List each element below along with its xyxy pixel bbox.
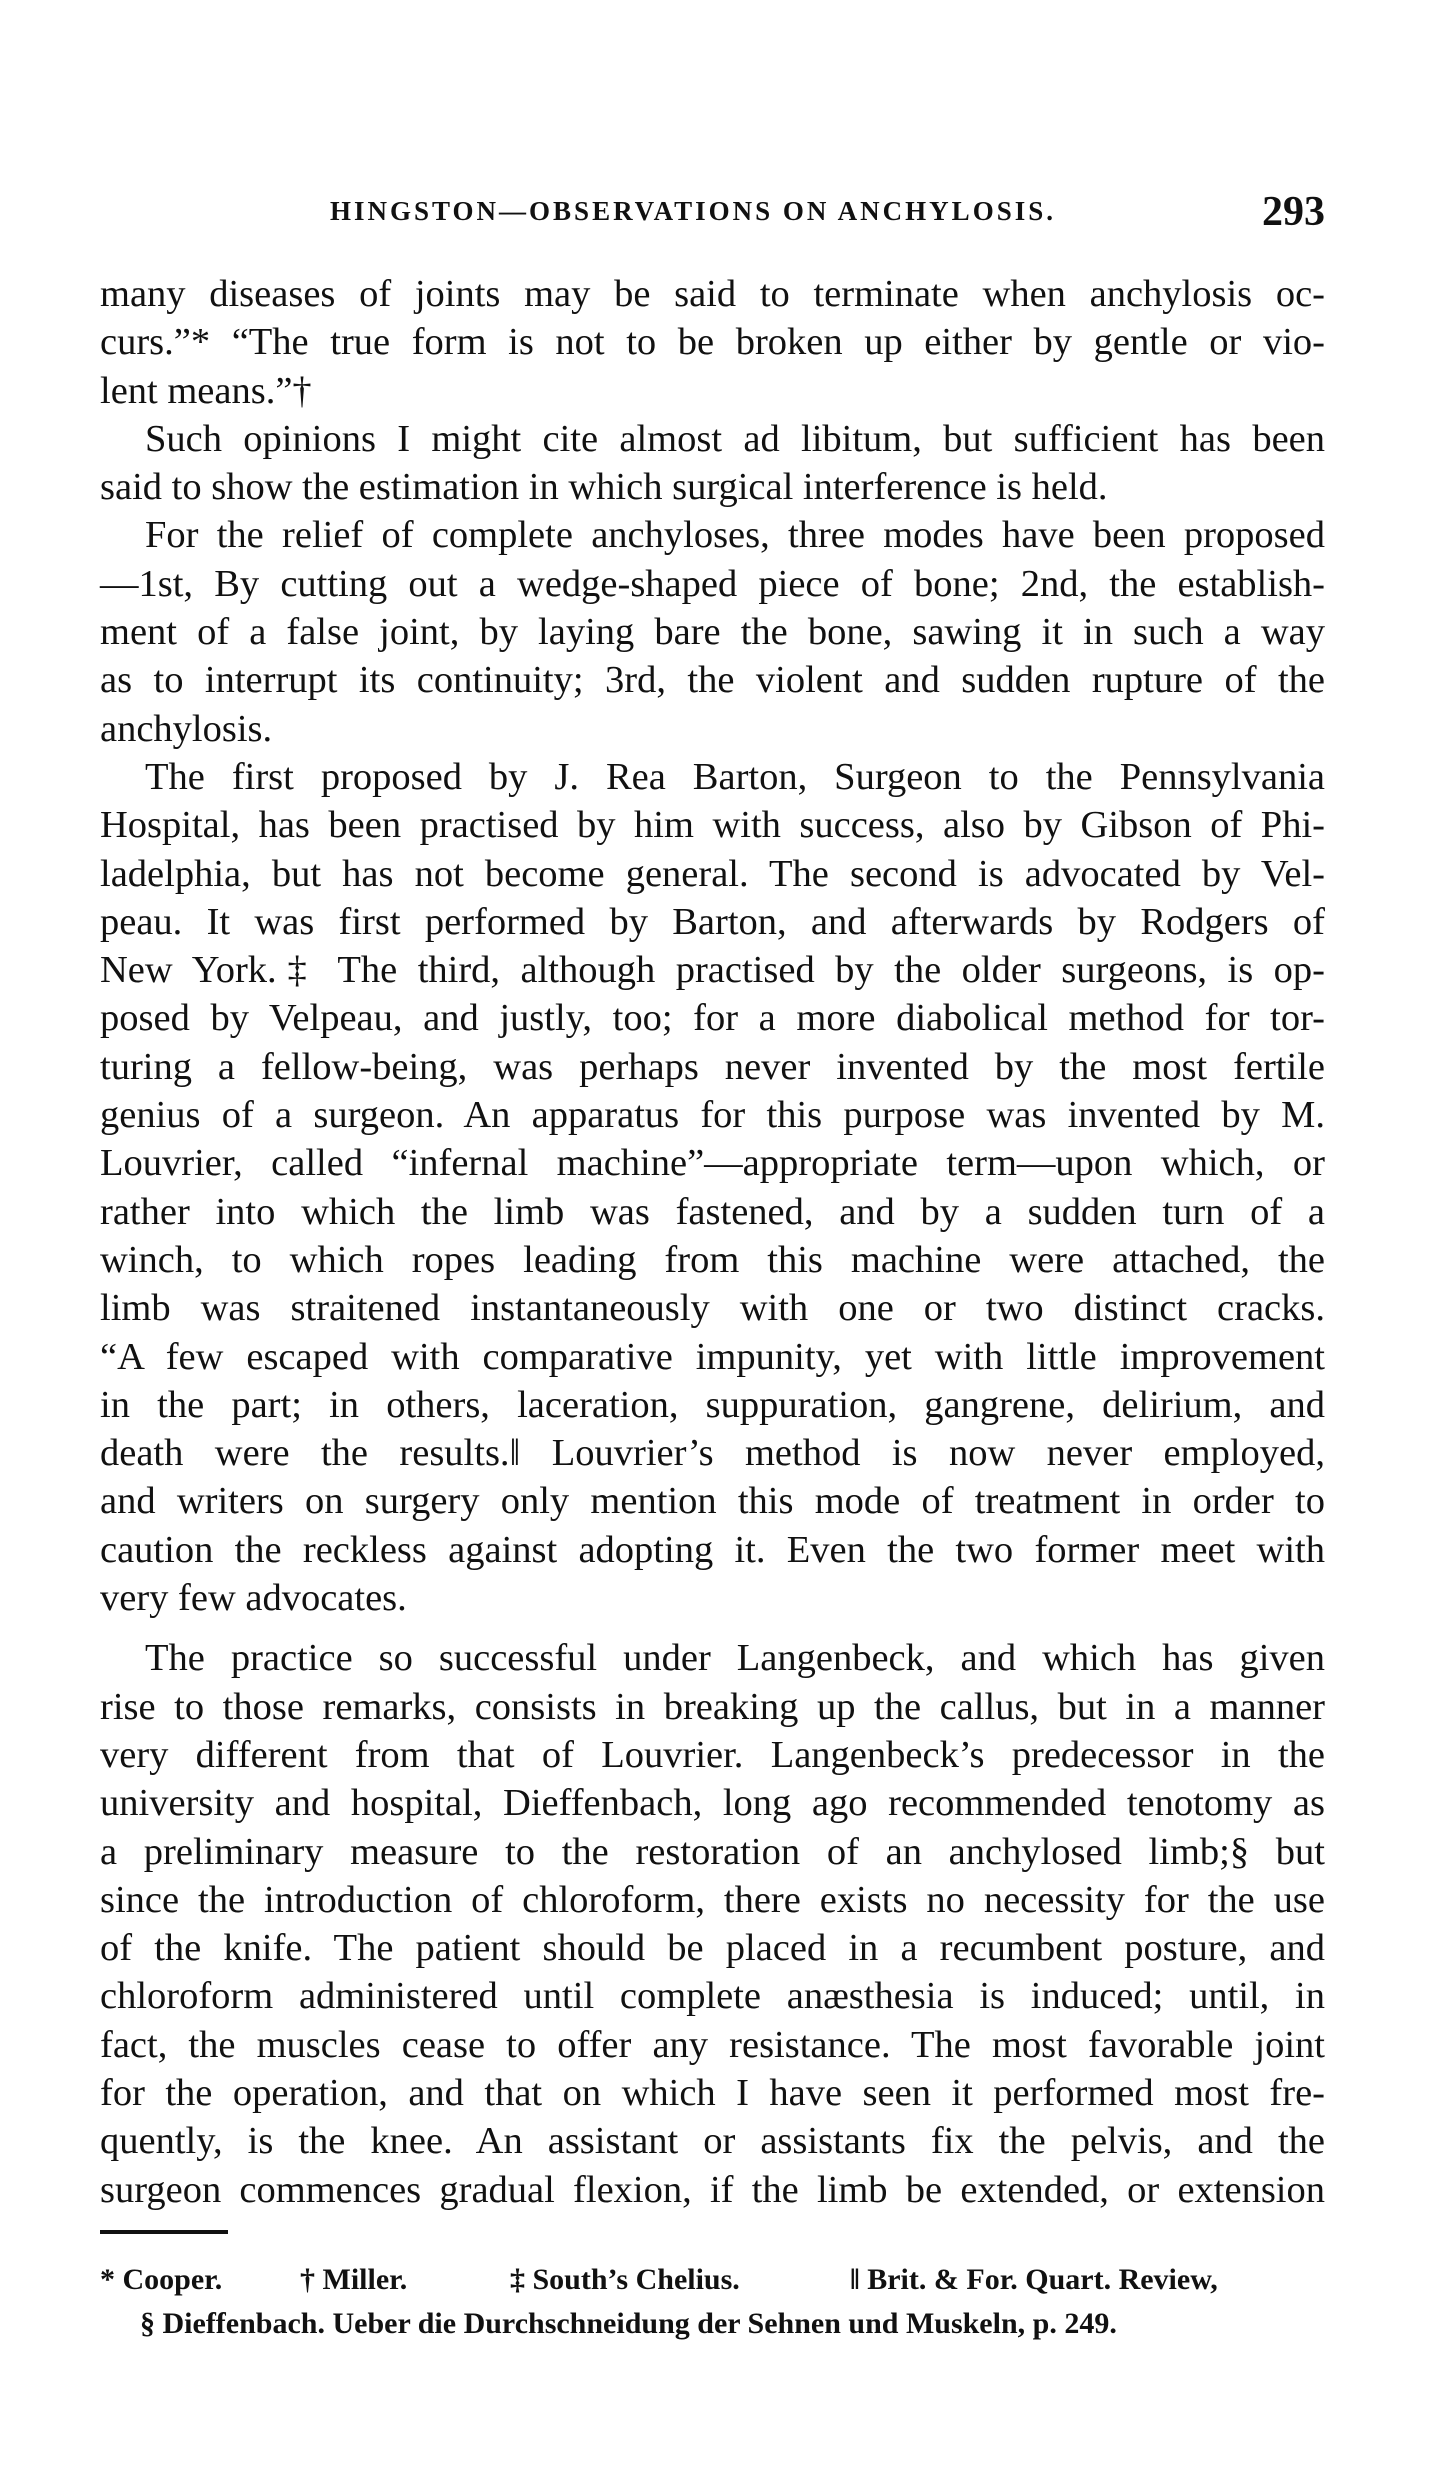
text-line: chloroform administered until complete anæsthesia is induced; until, in	[100, 1975, 1325, 2018]
text-line: genius of a surgeon. An apparatus for this purpose was invented by M.	[100, 1094, 1325, 1137]
text-line: curs.”* “The true form is not to be broken up either by gentle or vio-	[100, 321, 1325, 364]
footnote-row	[100, 2260, 1325, 2304]
text-line: quently, is the knee. An assistant or assistants fix the pelvis, and the	[100, 2120, 1325, 2163]
text-line: winch, to which ropes leading from this machine were attached, the	[100, 1238, 1325, 1281]
text-line: Such opinions I might cite almost ad libitum, but sufficient has been	[145, 417, 1325, 460]
text-line: caution the reckless against adopting it. Even the two former meet with	[100, 1528, 1325, 1571]
footnote-row	[100, 2304, 1325, 2348]
text-line: for the operation, and that on which I have seen it performed most fre-	[100, 2071, 1325, 2114]
text-line: lent means.”†	[100, 369, 312, 412]
text-line: in the part; in others, laceration, suppuration, gangrene, delirium, and	[100, 1383, 1325, 1426]
text-line: rise to those remarks, consists in breaking up the callus, but in a manner	[100, 1685, 1325, 1728]
text-line: rather into which the limb was fastened, and by a sudden turn of a	[100, 1190, 1325, 1233]
text-line: “A few escaped with comparative impunity, yet with little improvement	[100, 1335, 1325, 1378]
footnote-miller: † Miller.	[300, 2263, 408, 2296]
page-header	[100, 188, 1325, 238]
text-line: turing a fellow-being, was perhaps never invented by the most fertile	[100, 1045, 1325, 1088]
text-line: anchylosis.	[100, 707, 273, 750]
text-line: death were the results.‖ Louvrier’s method is now never employed,	[100, 1432, 1325, 1475]
text-line: university and hospital, Dieffenbach, long ago recommended tenotomy as	[100, 1782, 1325, 1825]
text-line: very few advocates.	[100, 1577, 407, 1620]
text-line: posed by Velpeau, and justly, too; for a more diabolical method for tor-	[100, 997, 1325, 1040]
text-line: many diseases of joints may be said to terminate when anchylosis oc-	[100, 273, 1325, 315]
text-line: surgeon commences gradual flexion, if the limb be extended, or extension	[100, 2168, 1325, 2211]
text-line: For the relief of complete anchyloses, three modes have been proposed	[145, 514, 1325, 557]
running-head: HINGSTON—OBSERVATIONS ON ANCHYLOSIS.	[330, 196, 1056, 226]
text-line: New York.‡ The third, although practised by the older surgeons, is op-	[100, 949, 1325, 992]
text-line: peau. It was first performed by Barton, and afterwards by Rodgers of	[100, 900, 1325, 943]
footnote-south: ‡ South’s Chelius.	[510, 2263, 740, 2296]
text-line: limb was straitened instantaneously with one or two distinct cracks.	[100, 1287, 1325, 1330]
footnote-dieffenbach: § Dieffenbach. Ueber die Durchschneidung der Sehnen und Muskeln, p. 249.	[140, 2307, 1117, 2340]
text-line: The practice so successful under Langenbeck, and which has given	[145, 1637, 1325, 1680]
text-line: Louvrier, called “infernal machine”—appropriate term—upon which, or	[100, 1142, 1325, 1185]
footnote-cooper: * Cooper.	[100, 2263, 223, 2296]
text-line: as to interrupt its continuity; 3rd, the violent and sudden rupture of the	[100, 659, 1325, 702]
text-line: —1st, By cutting out a wedge-shaped piece of bone; 2nd, the establish-	[100, 562, 1325, 605]
footnotes	[100, 2260, 1325, 2348]
text-line: ment of a false joint, by laying bare the bone, sawing it in such a way	[100, 611, 1325, 654]
footnote-review: ‖ Brit. & For. Quart. Review,	[850, 2263, 1218, 2296]
text-line: ladelphia, but has not become general. The second is advocated by Vel-	[100, 852, 1325, 895]
body-text	[100, 270, 1325, 2214]
text-line: Hospital, has been practised by him with success, also by Gibson of Phi-	[100, 804, 1325, 847]
footnote-divider	[100, 2230, 228, 2234]
text-line: since the introduction of chloroform, there exists no necessity for the use	[100, 1878, 1325, 1921]
paragraph-2	[100, 415, 1325, 512]
paragraph-1	[100, 270, 1325, 415]
paragraph-4	[100, 753, 1325, 1622]
text-line: said to show the estimation in which surgical interference is held.	[100, 466, 1108, 509]
paragraph-3	[100, 511, 1325, 752]
text-line: and writers on surgery only mention this mode of treatment in order to	[100, 1480, 1325, 1523]
text-line: a preliminary measure to the restoration of an anchylosed limb;§ but	[100, 1830, 1325, 1873]
paragraph-5	[100, 1634, 1325, 2214]
text-line: of the knife. The patient should be placed in a recumbent posture, and	[100, 1927, 1325, 1970]
text-line: fact, the muscles cease to offer any resistance. The most favorable joint	[100, 2023, 1325, 2066]
page-number: 293	[1262, 189, 1325, 235]
text-line: The first proposed by J. Rea Barton, Surgeon to the Pennsylvania	[145, 755, 1325, 798]
text-line: very different from that of Louvrier. Langenbeck’s predecessor in the	[100, 1733, 1325, 1776]
